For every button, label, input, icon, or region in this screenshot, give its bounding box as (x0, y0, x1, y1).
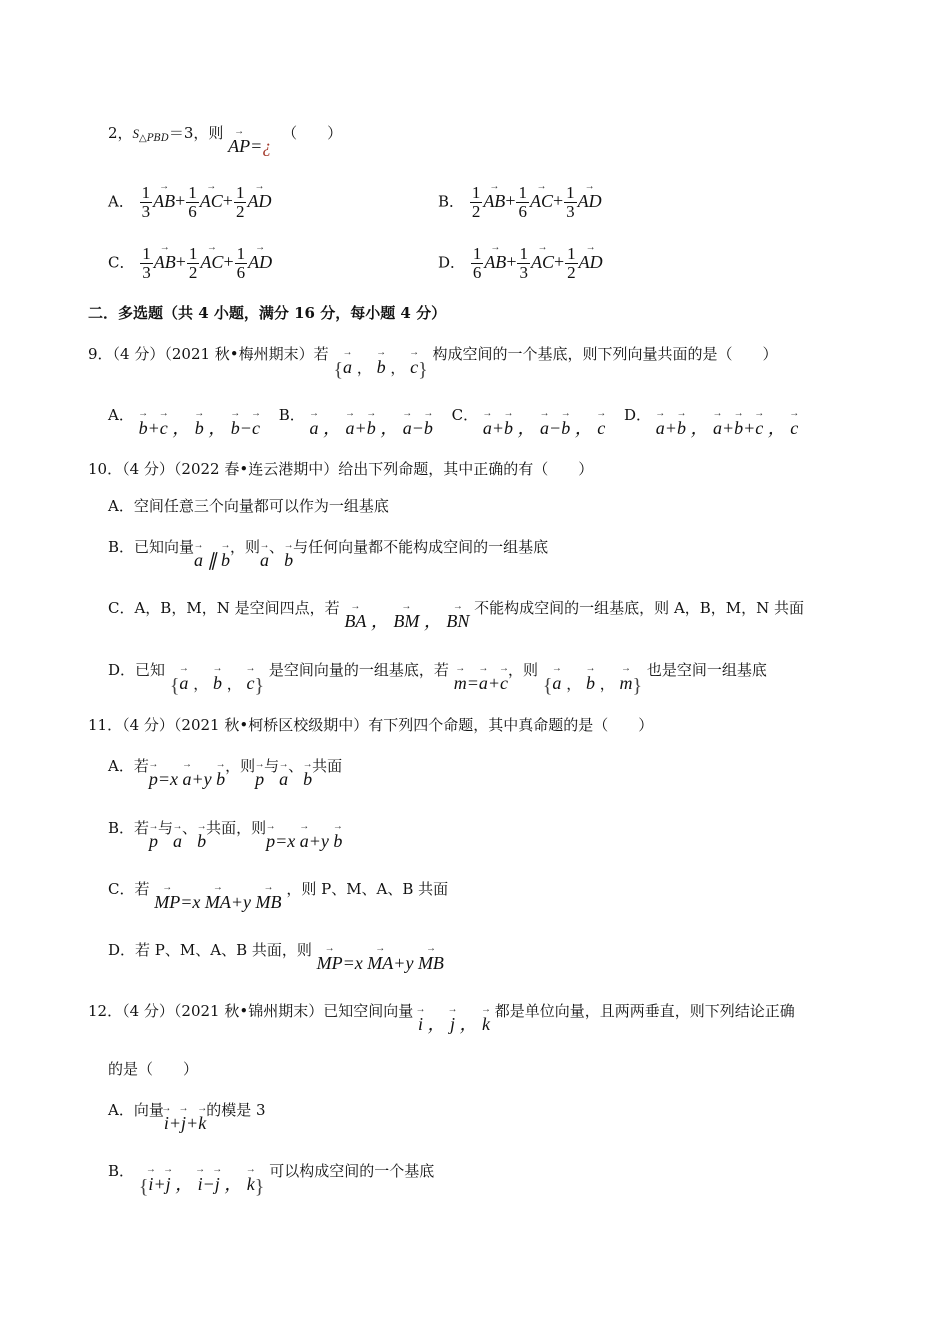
q9-option-d[interactable]: D． → a+→ b ， → a+→ b+→ c ， → c (624, 406, 798, 424)
q10-option-b[interactable]: B．已知向量→ a ∥ → b，则→ a、→ b与任何向量都不能构成空间的一组基底 (108, 536, 548, 557)
q9-option-c[interactable]: C． → a+→ b ， → a−→ b ， → c (452, 406, 606, 424)
q9-option-a[interactable]: A． → b+→ c ， → b ， → b−→ c (108, 406, 260, 424)
q12-stem-line2: 的是（ ） (108, 1060, 199, 1078)
q12-option-b[interactable]: B． {→ i+→ j ， → i−→ j ， → k} 可以构成空间的一个基底 (108, 1160, 434, 1183)
q11-option-b[interactable]: B．若→ p与→ a、→ b共面，则→ p=x → a+y → b (108, 817, 342, 838)
section-2-heading: 二．多选题（共 4 小题，满分 16 分，每小题 4 分） (88, 304, 447, 322)
q12-stem: 12．（4 分）（2021 秋•锦州期末）已知空间向量 → i ， → j ， → k 都是单位向量，且两两垂直，则下列结论正确 (88, 1000, 795, 1021)
q11-option-d[interactable]: D．若 P、M、A、B 共面，则 → MP=x → MA+y → MB (108, 939, 444, 960)
q9-options (108, 404, 799, 438)
q11-option-c[interactable]: C．若 → MP=x → MA+y → MB ，则 P、M、A、B 共面 (108, 878, 448, 899)
q10-option-d[interactable]: D．已知 {→ a ， → b ， → c} 是空间向量的一组基底，若 → m=→ a+→ c，则 {→ a ， → b ， → m} 也是空间一组基底 (108, 659, 767, 682)
q8-tail-line: 2，$S_{\triangle PBD}=3$，则 → AP=¿ （ ） (108, 122, 342, 149)
q12-option-a[interactable]: A．向量→ i+→ j+→ k的模是 3 (108, 1099, 266, 1120)
q8-option-d[interactable]: D． $\frac{1}{6}$ → AB+ $\frac{1}{3}$ → AC+ $\frac{1}{2}$ → AD (438, 245, 603, 282)
q8-option-c[interactable]: C． $\frac{1}{3}$ → AB+ $\frac{1}{2}$ → AC+ $\frac{1}{6}$ → AD (108, 245, 272, 282)
q9-stem: 9．（4 分）（2021 秋•梅州期末）若 {→ a ， → b ， → c} 构成空间的一个基底，则下列向量共面的是（ ） (88, 343, 778, 366)
q10-option-c[interactable]: C．A，B，M，N 是空间四点，若 → BA ， → BM ， → BN 不能构成空间的一组基底，则 A，B，M，N 共面 (108, 597, 804, 618)
q8-option-a[interactable]: A． $\frac{1}{3}$ → AB+ $\frac{1}{6}$ → AC+ $\frac{1}{2}$ → AD (108, 184, 271, 221)
q10-option-a[interactable]: A．空间任意三个向量都可以作为一组基底 (108, 497, 389, 515)
q11-option-a[interactable]: A．若→ p=x → a+y → b，则→ p与→ a、→ b共面 (108, 755, 342, 776)
q8-option-b[interactable]: B． $\frac{1}{2}$ → AB+ $\frac{1}{6}$ → AC+ $\frac{1}{3}$ → AD (438, 184, 602, 221)
q10-stem: 10．（4 分）（2022 春•连云港期中）给出下列命题，其中正确的有（ ） (88, 460, 594, 478)
q11-stem: 11．（4 分）（2021 秋•柯桥区校级期中）有下列四个命题，其中真命题的是（ ） (88, 716, 654, 734)
q9-option-b[interactable]: B． → a ， → a+→ b ， → a−→ b (279, 406, 433, 424)
